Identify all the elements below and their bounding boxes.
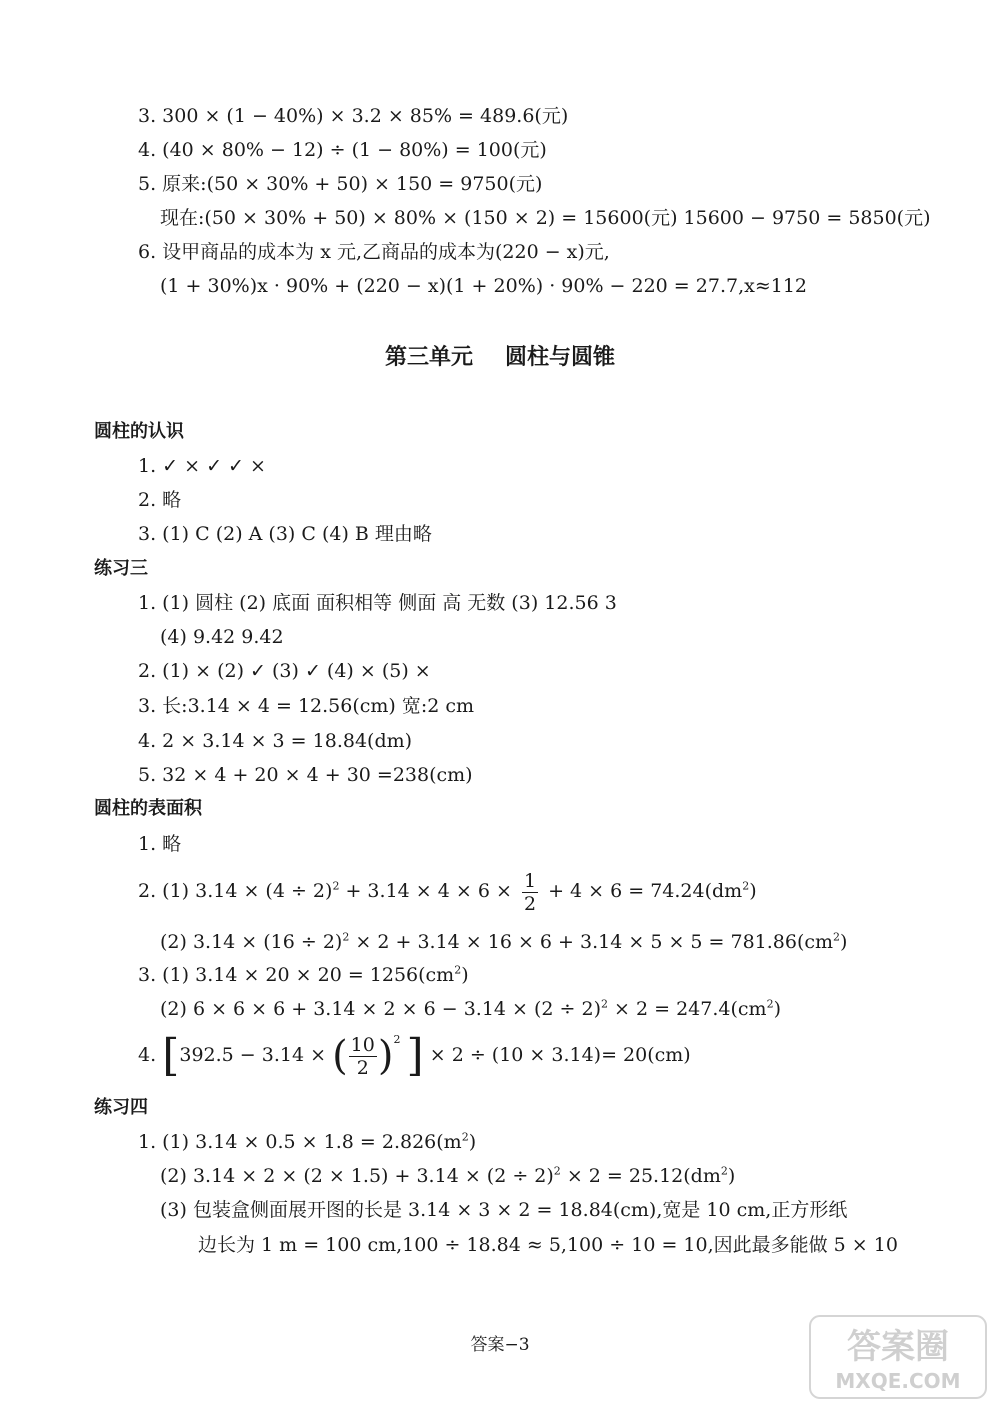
s2-line-5: 5. 32 × 4 + 20 × 4 + 30 =238(cm) [138, 764, 473, 786]
s4-line-4: 边长为 1 m = 100 cm,100 ÷ 18.84 ≈ 5,100 ÷ 10 = 10,因此最多能做 5 × 10 [198, 1234, 898, 1256]
superscript-2: 2 [601, 997, 608, 1011]
fraction-numerator: 1 [523, 869, 537, 892]
answer-line-6: 6. 设甲商品的成本为 x 元,乙商品的成本为(220 − x)元, [138, 241, 610, 263]
superscript-2: 2 [393, 1033, 401, 1046]
s3-line-1: 1. 略 [138, 833, 182, 855]
answer-line-5b: 现在:(50 × 30% + 50) × 80% × (150 × 2) = 15600(元) 15600 − 9750 = 5850(元) [160, 207, 931, 229]
superscript-2: 2 [553, 1164, 561, 1178]
right-paren: ) [377, 1033, 394, 1079]
answer-line-6b: (1 + 30%)x · 90% + (220 − x)(1 + 20%) · 90% − 220 = 27.7,x≈112 [160, 275, 808, 297]
watermark-text-url: MXQE.COM [835, 1369, 961, 1393]
superscript-2: 2 [332, 879, 340, 893]
superscript-2: 2 [720, 1164, 728, 1178]
s3-line-3 [160, 930, 847, 954]
s4-line-2-pre: (2) 3.14 × 2 × (2 × 1.5) + 3.14 × (2 ÷ 2) [160, 1165, 554, 1187]
s3-line-2-mid: + 3.14 × 4 × 6 × [339, 880, 512, 902]
section-heading-exercise-3: 练习三 [94, 558, 148, 579]
s3-line-3-end: ) [840, 931, 848, 953]
s3-line-3-pre: (2) 3.14 × (16 ÷ 2) [160, 931, 343, 953]
s3-line-6 [138, 1030, 691, 1080]
fraction-ten-halves [349, 1034, 377, 1079]
page-number: 答案−3 [470, 1335, 530, 1355]
fraction-numerator: 10 [350, 1033, 375, 1056]
answer-line-3: 3. 300 × (1 − 40%) × 3.2 × 85% = 489.6(元) [138, 105, 569, 127]
s3-line-4-pre: 3. (1) 3.14 × 20 × 20 = 1256(cm [138, 964, 455, 986]
superscript-2: 2 [766, 997, 774, 1011]
unit-title-left: 第三单元 [384, 345, 473, 370]
left-bracket: [ [162, 1030, 180, 1081]
section-heading-cylinder-surface: 圆柱的表面积 [94, 798, 202, 819]
right-bracket: ] [406, 1030, 424, 1081]
s3-line-3-post: × 2 + 3.14 × 16 × 6 + 3.14 × 5 × 5 = 781.86(cm [349, 931, 834, 953]
unit-title-right: 圆柱与圆锥 [505, 345, 616, 370]
s3-line-4 [138, 963, 469, 987]
s3-line-5-end: ) [773, 998, 781, 1020]
s3-line-6-a: 392.5 − 3.14 × [179, 1044, 327, 1066]
s4-line-1 [138, 1130, 476, 1154]
s2-line-1: 1. (1) 圆柱 (2) 底面 面积相等 侧面 高 无数 (3) 12.56 3 [138, 592, 617, 614]
s3-line-5 [160, 997, 781, 1021]
section-heading-exercise-4: 练习四 [94, 1097, 148, 1118]
superscript-2: 2 [742, 879, 750, 893]
answer-line-5: 5. 原来:(50 × 30% + 50) × 150 = 9750(元) [138, 173, 543, 195]
left-paren: ( [332, 1033, 348, 1079]
answer-line-4: 4. (40 × 80% − 12) ÷ (1 − 80%) = 100(元) [138, 139, 547, 161]
s2-line-4: 4. 2 × 3.14 × 3 = 18.84(dm) [138, 730, 413, 752]
watermark-text-main: 答案圈 [847, 1327, 949, 1367]
s2-line-1b: (4) 9.42 9.42 [160, 626, 284, 648]
unit-title [0, 343, 1000, 373]
s2-line-2: 2. (1) × (2) ✓ (3) ✓ (4) × (5) × [138, 660, 431, 682]
s3-line-4-end: ) [461, 964, 469, 986]
s3-line-5-pre: (2) 6 × 6 × 6 + 3.14 × 2 × 6 − 3.14 × (2 ÷ 2) [160, 998, 601, 1020]
s4-line-2-post: × 2 = 25.12(dm [560, 1165, 721, 1187]
fraction-denominator: 2 [356, 1056, 369, 1079]
s3-line-2-pre: 2. (1) 3.14 × (4 ÷ 2) [138, 880, 333, 902]
watermark-logo [808, 1314, 988, 1400]
s3-line-6-num: 4. [138, 1044, 157, 1066]
s4-line-2-end: ) [727, 1165, 736, 1187]
superscript-2: 2 [461, 1130, 469, 1144]
s4-line-1-end: ) [468, 1131, 477, 1153]
s3-line-5-post: × 2 = 247.4(cm [608, 998, 767, 1020]
section-heading-cylinder-intro: 圆柱的认识 [94, 421, 184, 442]
s4-line-1-pre: 1. (1) 3.14 × 0.5 × 1.8 = 2.826(m [138, 1131, 462, 1153]
s4-line-3: (3) 包装盒侧面展开图的长是 3.14 × 3 × 2 = 18.84(cm),宽是 10 cm,正方形纸 [160, 1199, 848, 1221]
s2-line-3: 3. 长:3.14 × 4 = 12.56(cm) 宽:2 cm [138, 695, 475, 717]
s3-line-2-end: ) [749, 880, 757, 902]
s1-line-3: 3. (1) C (2) A (3) C (4) B 理由略 [138, 523, 432, 545]
s3-line-6-b: × 2 ÷ (10 × 3.14)= 20(cm) [429, 1044, 691, 1066]
fraction-one-half [522, 870, 538, 915]
s1-line-1: 1. ✓ × ✓ ✓ × [138, 455, 266, 477]
superscript-2: 2 [454, 963, 462, 977]
superscript-2: 2 [833, 930, 841, 944]
s1-line-2: 2. 略 [138, 489, 182, 511]
s3-line-2-post: + 4 × 6 = 74.24(dm [548, 880, 743, 902]
fraction-denominator: 2 [523, 892, 537, 915]
s4-line-2 [160, 1164, 735, 1188]
s3-line-2 [138, 866, 757, 916]
superscript-2: 2 [342, 930, 350, 944]
